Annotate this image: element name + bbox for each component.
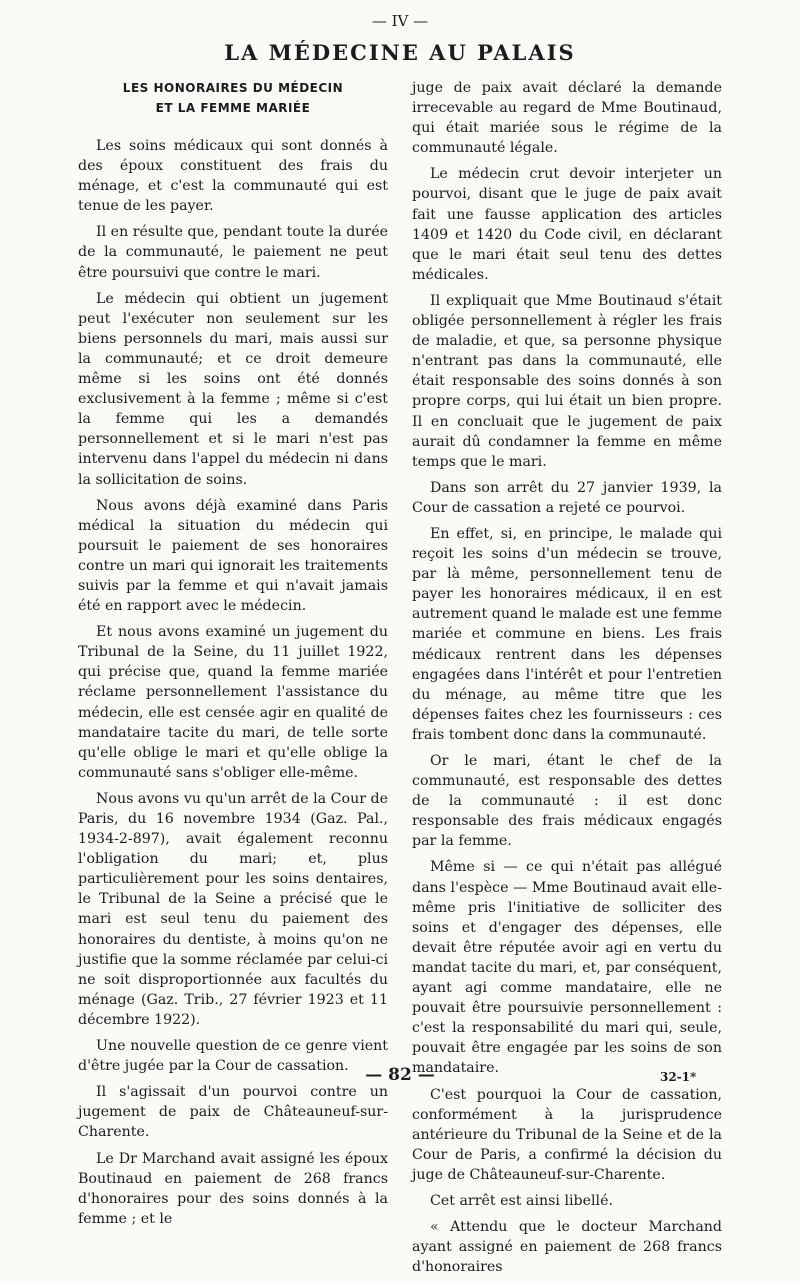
paragraph-continued: juge de paix avait déclaré la demande irrecevable au regard de Mme Boutinaud, qui était mariée sous le régime de la communauté légale. [412,80,722,157]
paragraph: En effet, si, en principe, le malade qui reçoit les soins d'un médecin se trouve, par là même, personnellement tenu de payer les honoraires médicaux, il en est autrement quand le malade est une femme mariée et commune en biens. Les frais médicaux rentrent dans les dépenses engagées dans l'intérêt et pour l'entretien du ménage, au même titre que les dépenses faites chez les fournisseurs : ces frais tombent donc dans la communauté. [412,525,722,743]
paragraph: Nous avons vu qu'un arrêt de la Cour de Paris, du 16 novembre 1934 (Gaz. Pal., 1934-2-897), avait également reconnu l'obligation du mari; et, plus particulièrement pour les soins dentaires, le Tribunal de la Seine a précisé que le mari est seul tenu du paiement des honoraires du dentiste, à moins qu'on ne justifie que la somme réclamée par celui-ci ne soit disproportionnée aux facultés du ménage (Gaz. Trib., 27 février 1923 et 11 décembre 1922). [78,790,388,1028]
paragraph: Or le mari, étant le chef de la communauté, est responsable des dettes de la communauté : il est donc responsable des frais médicaux engagés par la femme. [412,753,722,850]
left-column [78,78,388,1235]
paragraph: Le médecin crut devoir interjeter un pourvoi, disant que le juge de paix avait fait une fausse application des articles 1409 et 1420 du Code civil, en déclarant que le mari était seul tenu des dettes médicales. [412,166,722,283]
page-title: LA MÉDECINE AU PALAIS [224,40,576,65]
signature-mark: 32-1* [660,1070,697,1084]
paragraph: Même si — ce qui n'était pas allégué dans l'espèce — Mme Boutinaud avait elle-même pris l'initiative de solliciter des soins et d'engager des dépenses, elle devait être réputée avoir agi en vertu du mandat tacite du mari, et, par conséquent, ayant agi comme mandataire, elle ne pouvait être poursuivie personnellement : c'est la responsabilité du mari qui, seule, pouvait être engagée par les soins de son mandataire. [412,859,722,1077]
paragraph: Une nouvelle question de ce genre vient d'être jugée par la Cour de cassation. [78,1038,388,1075]
paragraph: Les soins médicaux qui sont donnés à des époux constituent des frais du ménage, et c'est la communauté qui est tenue de les payer. [78,138,388,215]
paragraph: C'est pourquoi la Cour de cassation, conformément à la jurisprudence antérieure du Tribunal de la Seine et de la Cour de Paris, a confirmé la décision du juge de Châteauneuf-sur-Charente. [412,1086,722,1183]
paragraph: Le médecin qui obtient un jugement peut l'exécuter non seulement sur les biens personnels du mari, mais aussi sur la communauté; et ce droit demeure même si les soins ont été donnés exclusivement à la femme ; même si c'est la femme qui les a demandés personnellement et si le mari n'est pas intervenu dans l'appel du médecin ni dans la sollicitation de soins. [78,290,388,488]
paragraph: « Attendu que le docteur Marchand ayant assigné en paiement de 268 francs d'honoraires [412,1219,722,1276]
paragraph: Dans son arrêt du 27 janvier 1939, la Cour de cassation a rejeté ce pourvoi. [412,479,722,516]
paragraph: Il s'agissait d'un pourvoi contre un jugement de paix de Châteauneuf-sur-Charente. [78,1084,388,1141]
paragraph: Il expliquait que Mme Boutinaud s'était obligée personnellement à régler les frais de maladie, et que, sa personne physique n'entrant pas dans la communauté, elle était responsable des soins donnés à son propre corps, qui lui était un bien propre. Il en concluait que le jugement de paix aurait dû condamner la femme en même temps que le mari. [412,292,722,470]
article-heading-line-1: LES HONORAIRES DU MÉDECIN [122,81,344,95]
paragraph: Il en résulte que, pendant toute la durée de la communauté, le paiement ne peut être poursuivi que contre le mari. [78,224,388,281]
right-column [412,78,722,1283]
roman-page-number: — IV — [371,12,429,30]
folio-page-number: — 82 — [365,1065,435,1085]
paragraph: Cet arrêt est ainsi libellé. [430,1192,613,1209]
article-heading-line-2: ET LA FEMME MARIÉE [155,101,311,115]
paragraph: Et nous avons examiné un jugement du Tribunal de la Seine, du 11 juillet 1922, qui précise que, quand la femme mariée réclame personnellement l'assistance du médecin, elle est censée agir en qualité de mandataire tacite du mari, de telle sorte qu'elle oblige le mari et qu'elle oblige la communauté sans s'obliger elle-même. [78,624,388,781]
paragraph: Nous avons déjà examiné dans Paris médical la situation du médecin qui poursuit le paiement de ses honoraires contre un mari qui ignorait les traitements suivis par la femme et qui n'avait jamais été en rapport avec le médecin. [78,497,388,615]
paragraph: Le Dr Marchand avait assigné les époux Boutinaud en paiement de 268 francs d'honoraires pour des soins donnés à la femme ; et le [78,1150,388,1227]
